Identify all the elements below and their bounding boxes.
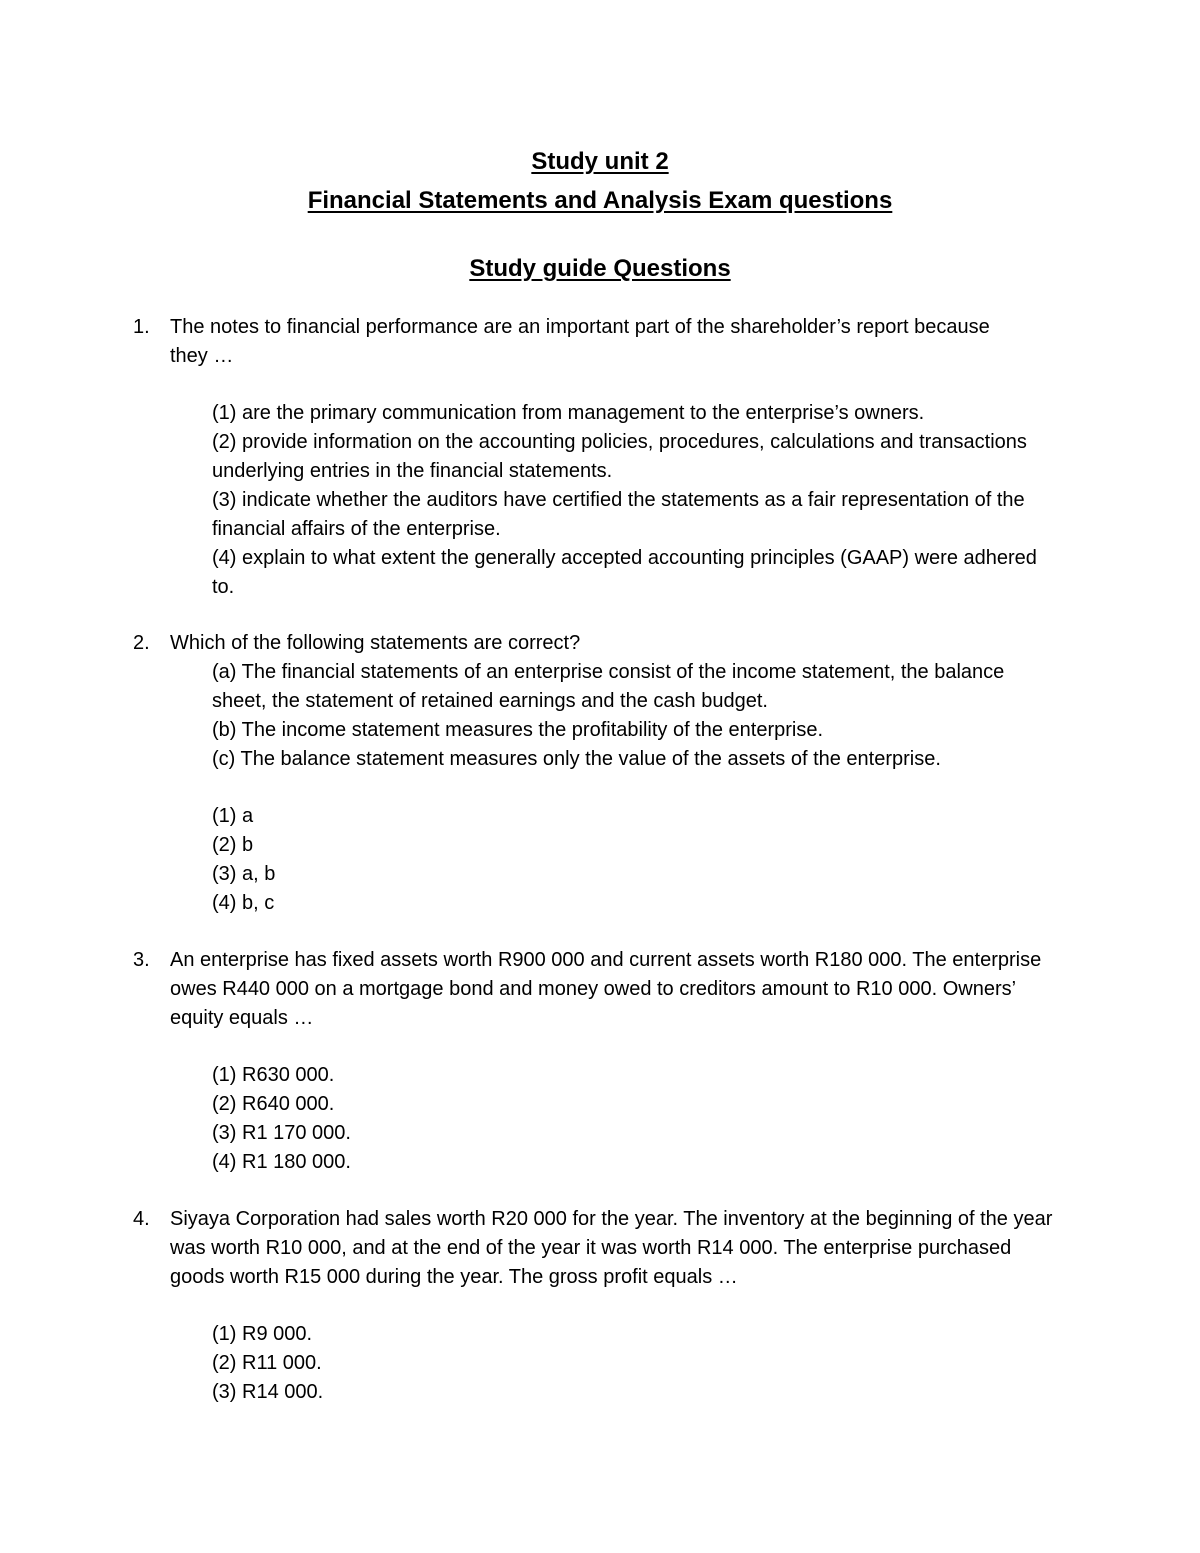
question-text: Siyaya Corporation had sales worth R20 000 for the year. The inventory at the beginning of the year was worth R10 000, and at the end of the year it was worth R14 000. The enterprise purchased goods worth R15 000 during the year. The gross profit equals … bbox=[170, 1208, 1053, 1288]
document-title: Financial Statements and Analysis Exam questions bbox=[307, 187, 893, 214]
answer-option: (3) a, b bbox=[212, 863, 276, 885]
answer-option: (1) are the primary communication from management to the enterprise’s owners. bbox=[212, 402, 925, 424]
answer-option: (2) b bbox=[212, 834, 254, 856]
answer-option: (3) R14 000. bbox=[212, 1381, 324, 1403]
answer-option: (4) R1 180 000. bbox=[212, 1151, 351, 1173]
question-text: Which of the following statements are correct? bbox=[170, 632, 581, 654]
answer-options bbox=[212, 1061, 1072, 1177]
answer-option: (4) explain to what extent the generally accepted accounting principles (GAAP) were adhered to. bbox=[212, 547, 1037, 598]
statement-item: (a) The financial statements of an enterprise consist of the income statement, the balance sheet, the statement of retained earnings and the cash budget. bbox=[212, 661, 1005, 712]
question-text: The notes to financial performance are an important part of the shareholder’s report because they … bbox=[170, 316, 990, 367]
statement-item: (c) The balance statement measures only the value of the assets of the enterprise. bbox=[212, 748, 941, 770]
question-number: 4. bbox=[133, 1208, 150, 1230]
answer-option: (2) provide information on the accounting policies, procedures, calculations and transactions underlying entries in the financial statements. bbox=[212, 431, 1027, 482]
answer-option: (1) R9 000. bbox=[212, 1323, 313, 1345]
answer-option: (3) indicate whether the auditors have certified the statements as a fair representation of the financial affairs of the enterprise. bbox=[212, 489, 1025, 540]
answer-option: (3) R1 170 000. bbox=[212, 1122, 351, 1144]
answer-options bbox=[212, 802, 1072, 918]
answer-option: (1) a bbox=[212, 805, 254, 827]
answer-option: (4) b, c bbox=[212, 892, 275, 914]
answer-option: (2) R640 000. bbox=[212, 1093, 335, 1115]
answer-options bbox=[212, 399, 1052, 602]
question-number: 2. bbox=[133, 632, 150, 654]
statement-item: (b) The income statement measures the profitability of the enterprise. bbox=[212, 719, 824, 741]
question-number: 3. bbox=[133, 949, 150, 971]
section-heading: Study guide Questions bbox=[469, 255, 731, 282]
question-number: 1. bbox=[133, 316, 150, 338]
statement-list bbox=[212, 658, 1012, 774]
study-unit-title: Study unit 2 bbox=[531, 148, 669, 175]
answer-option: (1) R630 000. bbox=[212, 1064, 335, 1086]
answer-option: (2) R11 000. bbox=[212, 1352, 322, 1374]
question-text: An enterprise has fixed assets worth R900 000 and current assets worth R180 000. The enterprise owes R440 000 on a mortgage bond and money owed to creditors amount to R10 000. Owners’ equity equals … bbox=[170, 949, 1042, 1029]
answer-options bbox=[212, 1320, 1072, 1407]
